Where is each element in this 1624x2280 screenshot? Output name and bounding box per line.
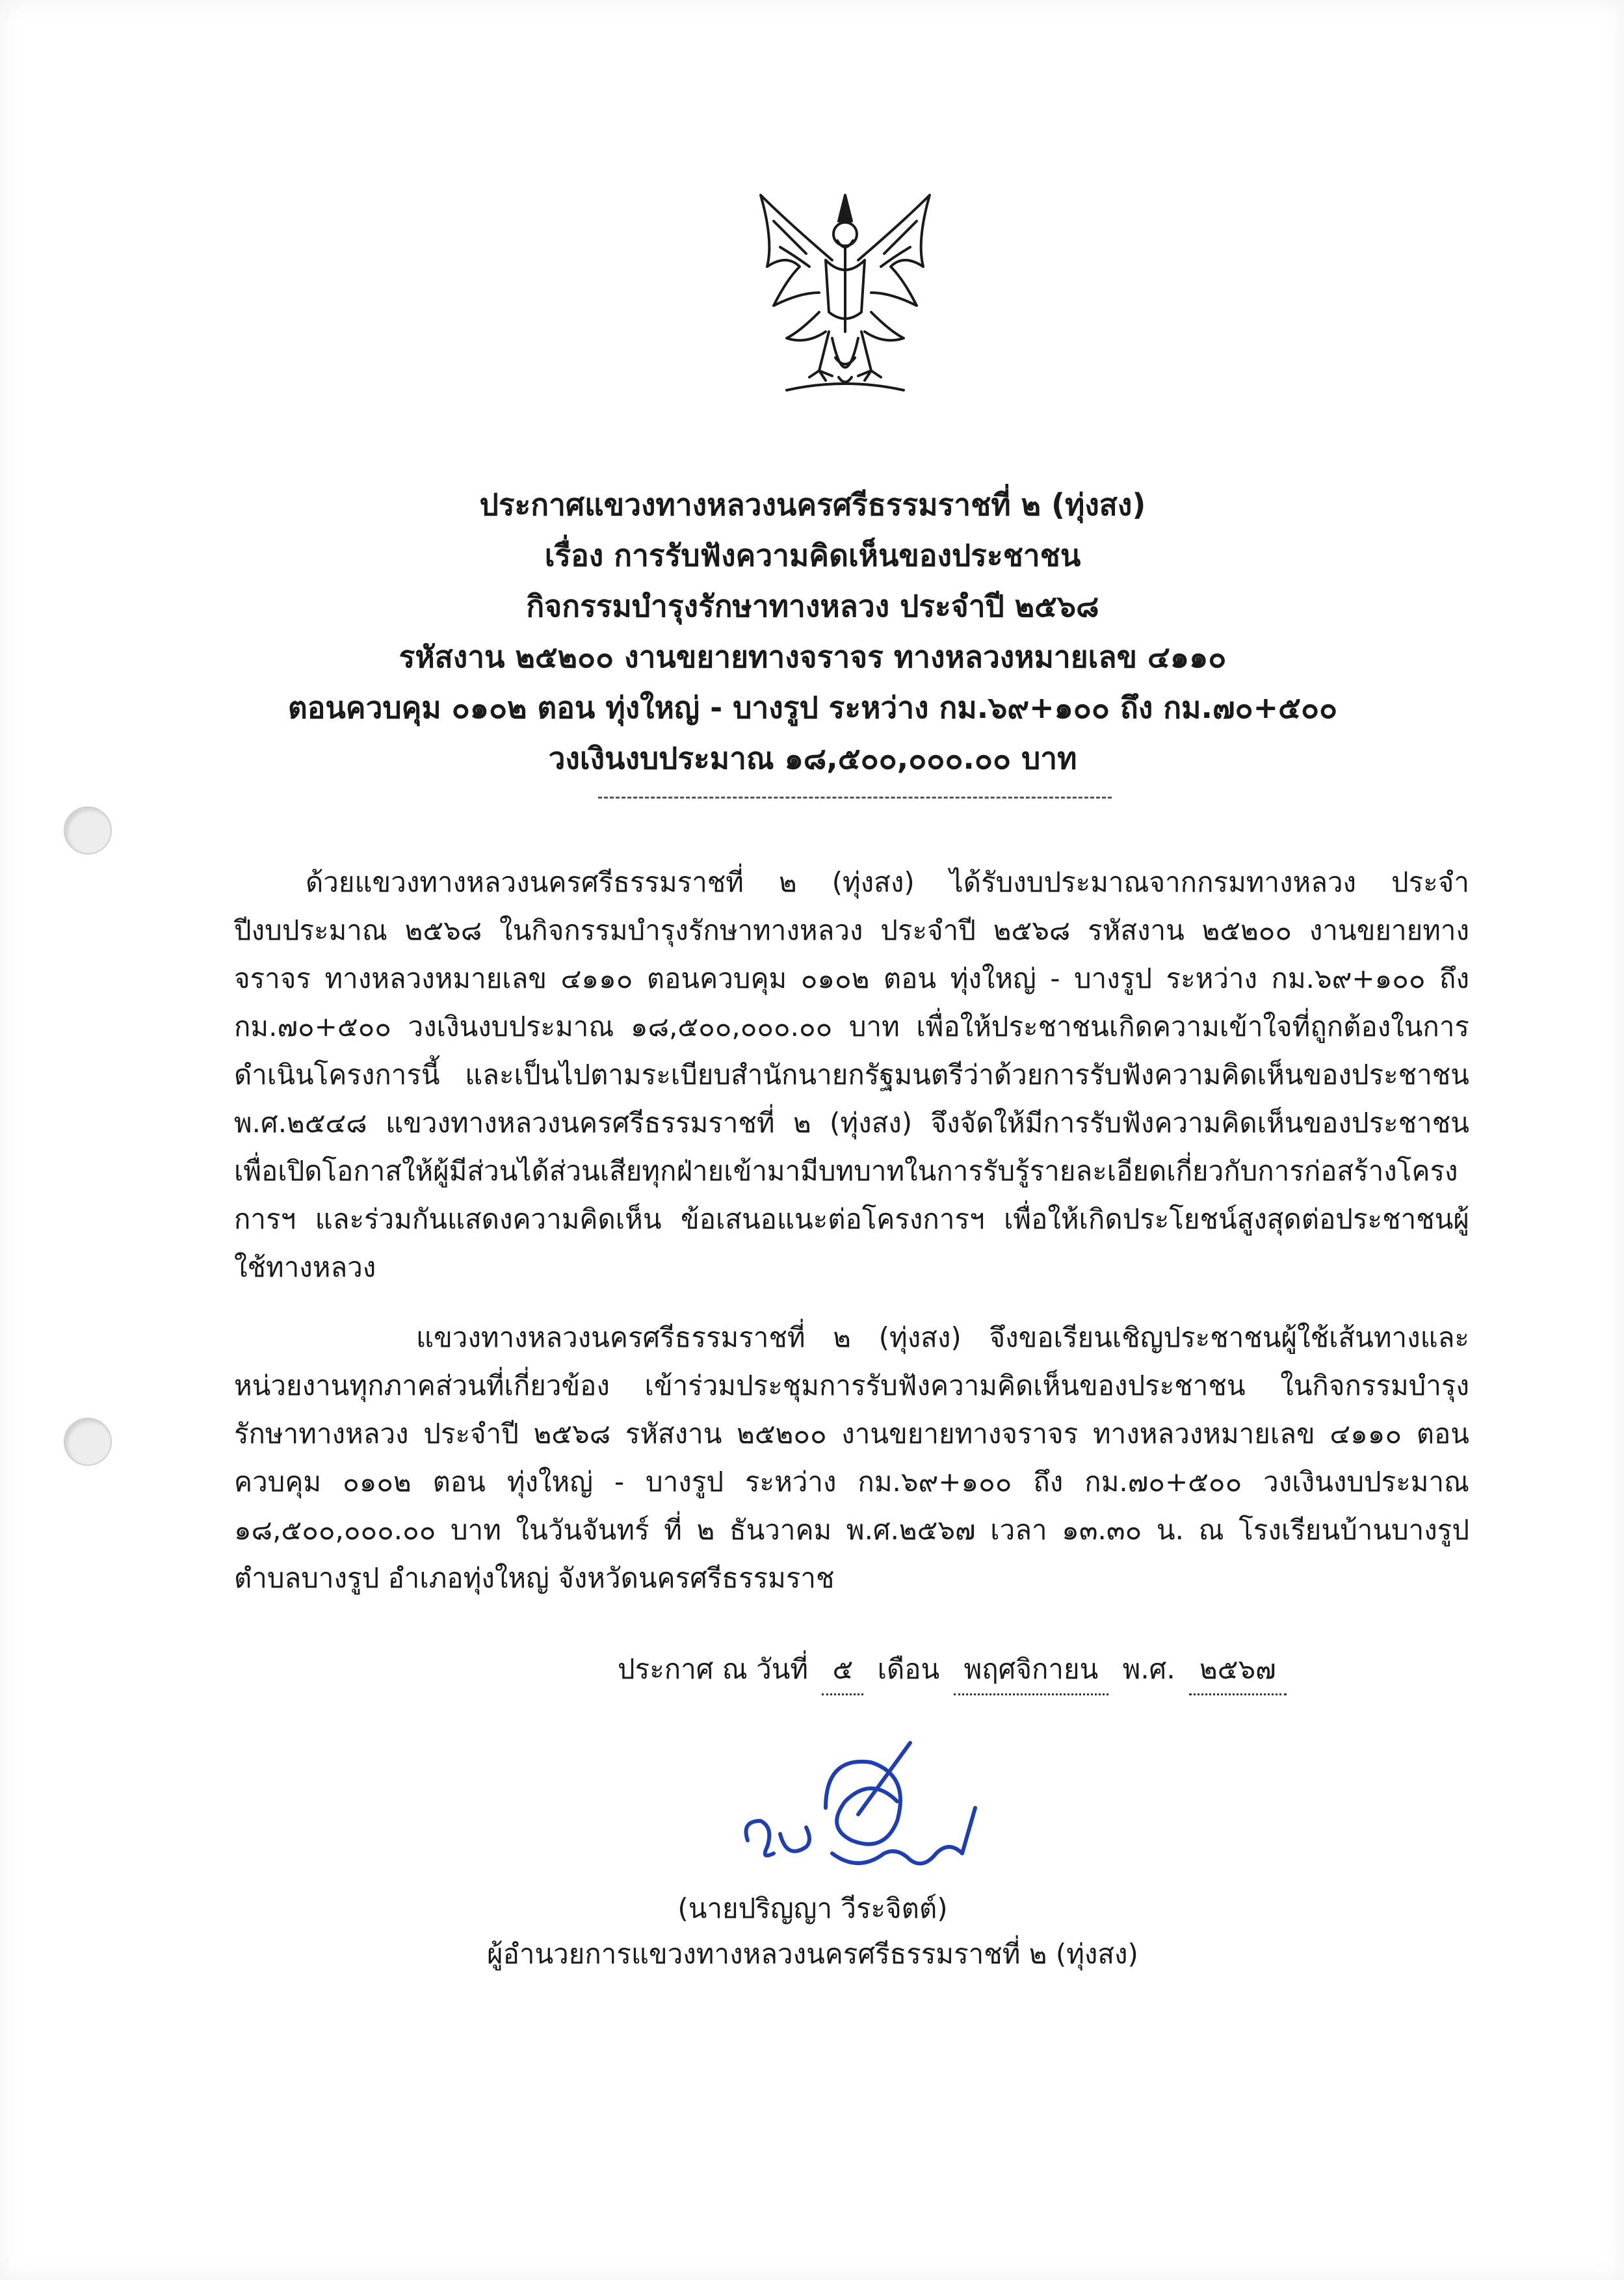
header-line-2: เรื่อง การรับฟังความคิดเห็นของประชาชน (544, 538, 1081, 573)
dateline-day: ๕ (822, 1645, 863, 1695)
header-line-3: กิจกรรมบำรุงรักษาทางหลวง ประจำปี ๒๕๖๘ (526, 589, 1099, 624)
header-divider (598, 797, 1112, 799)
header-line-6: วงเงินงบประมาณ ๑๘,๕๐๐,๐๐๐.๐๐ บาท (548, 741, 1077, 776)
signer-position: ผู้อำนวยการแขวงทางหลวงนครศรีธรรมราชที่ ๒ (ทุ่งสง) (487, 1938, 1138, 1970)
body-paragraph-1: ด้วยแขวงทางหลวงนครศรีธรรมราชที่ ๒ (ทุ่งสง) ได้รับงบประมาณจากกรมทางหลวง ประจำปีงบประมาณ ๒๕๖๘ ในกิจกรรมบำรุงรักษาทางหลวง ประจำปี ๒๕๖๘ รหัสงาน ๒๕๒๐๐ งานขยายทางจราจร ทางหลวงหมายเลข ๔๑๑๐ ตอนควบคุม ๐๑๐๒ ตอน ทุ่งใหญ่ - บางรูป ระหว่าง กม.๖๙+๑๐๐ ถึง กม.๗๐+๕๐๐ วงเงินงบประมาณ ๑๘,๕๐๐,๐๐๐.๐๐ บาท เพื่อให้ประชาชนเกิดความเข้าใจที่ถูกต้องในการดำเนินโครงการนี้ และเป็นไปตามระเบียบสำนักนายกรัฐมนตรีว่าด้วยการรับฟังความคิดเห็นของประชาชน พ.ศ.๒๕๔๘ แขวงทางหลวงนครศรีธรรมราชที่ ๒ (ทุ่งสง) จึงจัดให้มีการรับฟังความคิดเห็นของประชาชน เพื่อเปิดโอกาสให้ผู้มีส่วนได้ส่วนเสียทุกฝ่ายเข้ามามีบทบาทในการรับรู้รายละเอียดเกี่ยวกับการก่อสร้างโครงการฯ และร่วมกันแสดงความคิดเห็น ข้อเสนอแนะต่อโครงการฯ เพื่อให้เกิดประโยชน์สูงสุดต่อประชาชนผู้ใช้ทางหลวง (234, 866, 1469, 1283)
handwritten-signature (728, 1730, 988, 1879)
dateline-month-label: เดือน (877, 1653, 940, 1685)
dateline-year-label: พ.ศ. (1122, 1653, 1175, 1685)
dateline-prefix: ประกาศ ณ วันที่ (618, 1653, 809, 1685)
garuda-emblem-icon (748, 182, 943, 410)
header-line-1: ประกาศแขวงทางหลวงนครศรีธรรมราชที่ ๒ (ทุ่งสง) (479, 487, 1146, 522)
punch-hole-top (64, 806, 112, 855)
punch-hole-bottom (64, 1418, 112, 1466)
dateline-year: ๒๕๖๗ (1189, 1645, 1287, 1695)
dateline (618, 1645, 1292, 1695)
dateline-month: พฤศจิกายน (954, 1645, 1109, 1695)
header-line-5: ตอนควบคุม ๐๑๐๒ ตอน ทุ่งใหญ่ - บางรูป ระหว่าง กม.๖๙+๑๐๐ ถึง กม.๗๐+๕๐๐ (287, 690, 1338, 725)
signer-name: (นายปริญญา วีระจิตต์) (677, 1892, 948, 1924)
body-paragraph-2: แขวงทางหลวงนครศรีธรรมราชที่ ๒ (ทุ่งสง) จึงขอเรียนเชิญประชาชนผู้ใช้เส้นทางและหน่วยงานทุกภาคส่วนที่เกี่ยวข้อง เข้าร่วมประชุมการรับฟังความคิดเห็นของประชาชน ในกิจกรรมบำรุงรักษาทางหลวง ประจำปี ๒๕๖๘ รหัสงาน ๒๕๒๐๐ งานขยายทางจราจร ทางหลวงหมายเลข ๔๑๑๐ ตอนควบคุม ๐๑๐๒ ตอน ทุ่งใหญ่ - บางรูป ระหว่าง กม.๖๙+๑๐๐ ถึง กม.๗๐+๕๐๐ วงเงินงบประมาณ ๑๘,๕๐๐,๐๐๐.๐๐ บาท ในวันจันทร์ ที่ ๒ ธันวาคม พ.ศ.๒๕๖๗ เวลา ๑๓.๓๐ น. ณ โรงเรียนบ้านบางรูป ตำบลบางรูป อำเภอทุ่งใหญ่ จังหวัดนครศรีธรรมราช (234, 1321, 1469, 1594)
header-line-4: รหัสงาน ๒๕๒๐๐ งานขยายทางจราจร ทางหลวงหมายเลข ๔๑๑๐ (399, 639, 1227, 674)
